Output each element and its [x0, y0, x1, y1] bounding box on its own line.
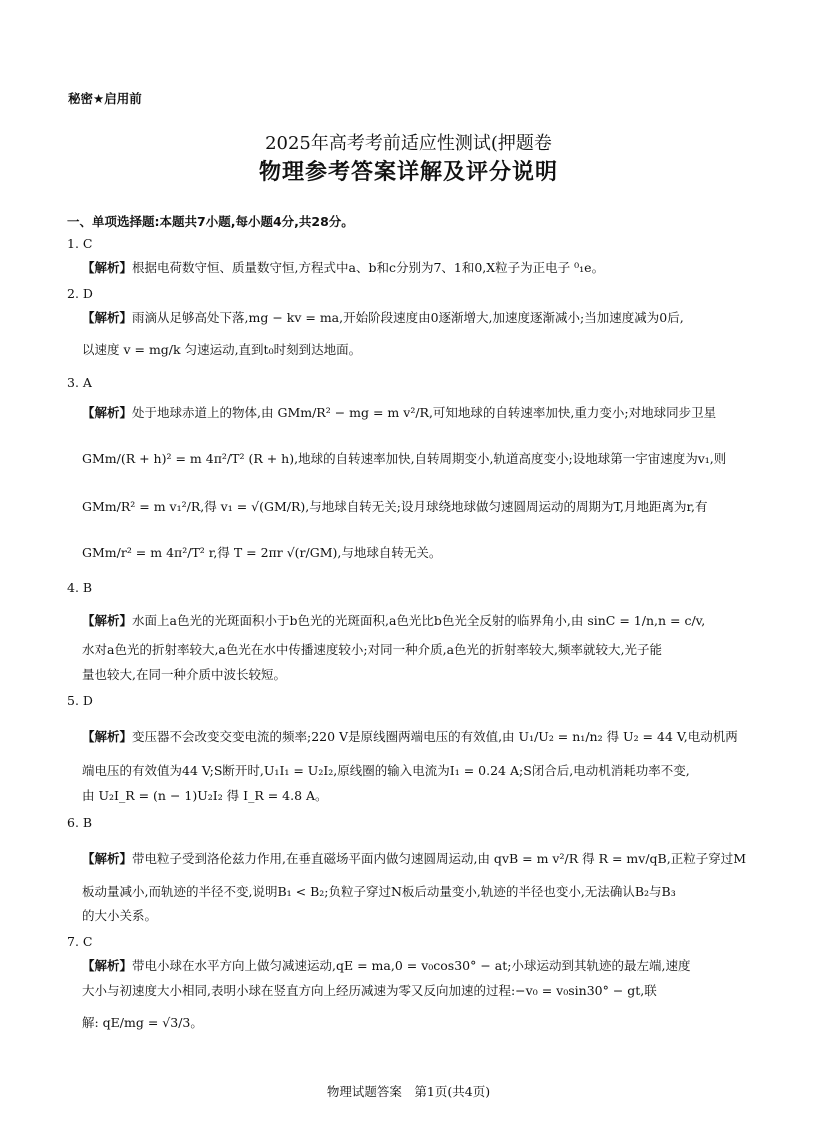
analysis-text: GMm/(R + h)² = m 4π²/T² (R + h),地球的自转速率加快,自转周期变小,轨道高度变小;设地球第一宇宙速度为v₁,则	[82, 452, 727, 466]
analysis-line	[82, 852, 750, 866]
analysis-text: 带电粒子受到洛伦兹力作用,在垂直磁场平面内做匀速圆周运动,由 qvB = m v²/R 得 R = mv/qB,正粒子穿过M	[132, 852, 746, 866]
analysis-text: 的大小关系。	[82, 909, 158, 923]
analysis-line	[82, 614, 750, 628]
analysis-tag: 【解析】	[82, 614, 133, 628]
analysis-text: GMm/r² = m 4π²/T² r,得 T = 2πr √(r/GM),与地球自转无关。	[82, 546, 442, 560]
analysis-text: 量也较大,在同一种介质中波长较短。	[82, 668, 286, 682]
question-number: 7. C	[67, 934, 93, 949]
analysis-tag: 【解析】	[82, 959, 133, 973]
document-title: 物理参考答案详解及评分说明	[258, 160, 558, 185]
exam-title: 2025年高考考前适应性测试(押题卷	[265, 133, 552, 154]
analysis-tag: 【解析】	[82, 261, 133, 275]
analysis-tag: 【解析】	[82, 311, 133, 325]
analysis-text: 处于地球赤道上的物体,由 GMm/R² − mg = m v²/R,可知地球的自转速率加快,重力变小;对地球同步卫星	[132, 406, 717, 420]
analysis-text: 解: qE/mg = √3/3。	[82, 1016, 203, 1030]
analysis-text: 变压器不会改变交变电流的频率;220 V是原线圈两端电压的有效值,由 U₁/U₂ = n₁/n₂ 得 U₂ = 44 V,电动机两	[132, 730, 738, 744]
analysis-tag: 【解析】	[82, 852, 133, 866]
question-number: 5. D	[67, 693, 93, 708]
analysis-text: 大小与初速度大小相同,表明小球在竖直方向上经历减速为零又反向加速的过程:−v₀ = v₀sin30° − gt,联	[82, 984, 657, 998]
analysis-text: 以速度 v = mg/k 匀速运动,直到t₀时刻到达地面。	[82, 343, 362, 357]
analysis-text: 水对a色光的折射率较大,a色光在水中传播速度较小;对同一种介质,a色光的折射率较大,频率就较大,光子能	[82, 643, 662, 657]
analysis-line	[82, 959, 750, 973]
question-number: 1. C	[67, 236, 93, 251]
analysis-text: 端电压的有效值为44 V;S断开时,U₁I₁ = U₂I₂,原线圈的输入电流为I₁ = 0.24 A;S闭合后,电动机消耗功率不变,	[82, 764, 690, 778]
question-number: 2. D	[67, 286, 93, 301]
analysis-line	[82, 311, 750, 325]
analysis-tag: 【解析】	[82, 730, 133, 744]
analysis-text: 根据电荷数守恒、质量数守恒,方程式中a、b和c分别为7、1和0,X粒子为正电子 ⁰₁e。	[132, 261, 605, 275]
confidential-label: 秘密★启用前	[68, 91, 142, 106]
analysis-tag: 【解析】	[82, 406, 133, 420]
question-number: 4. B	[67, 580, 93, 595]
analysis-text: 由 U₂I_R = (n − 1)U₂I₂ 得 I_R = 4.8 A。	[82, 789, 328, 803]
analysis-text: 雨滴从足够高处下落,mg − kv = ma,开始阶段速度由0逐渐增大,加速度逐渐减小;当加速度减为0后,	[132, 311, 684, 325]
analysis-text: GMm/R² = m v₁²/R,得 v₁ = √(GM/R),与地球自转无关;设月球绕地球做匀速圆周运动的周期为T,月地距离为r,有	[82, 500, 708, 514]
analysis-line	[82, 261, 750, 275]
question-number: 6. B	[67, 815, 93, 830]
analysis-text: 带电小球在水平方向上做匀减速运动,qE = ma,0 = v₀cos30° − at;小球运动到其轨迹的最左端,速度	[132, 959, 691, 973]
analysis-text: 水面上a色光的光斑面积小于b色光的光斑面积,a色光比b色光全反射的临界角小,由 sinC = 1/n,n = c/v,	[132, 614, 706, 628]
question-number: 3. A	[67, 375, 92, 390]
analysis-text: 板动量减小,而轨迹的半径不变,说明B₁ < B₂;负粒子穿过N板后动量变小,轨迹的半径也变小,无法确认B₂与B₃	[82, 885, 676, 899]
analysis-line	[82, 730, 750, 744]
page-footer: 物理试题答案 第1页(共4页)	[326, 1084, 491, 1099]
section-heading: 一、单项选择题:本题共7小题,每小题4分,共28分。	[67, 214, 354, 229]
analysis-line	[82, 406, 750, 420]
